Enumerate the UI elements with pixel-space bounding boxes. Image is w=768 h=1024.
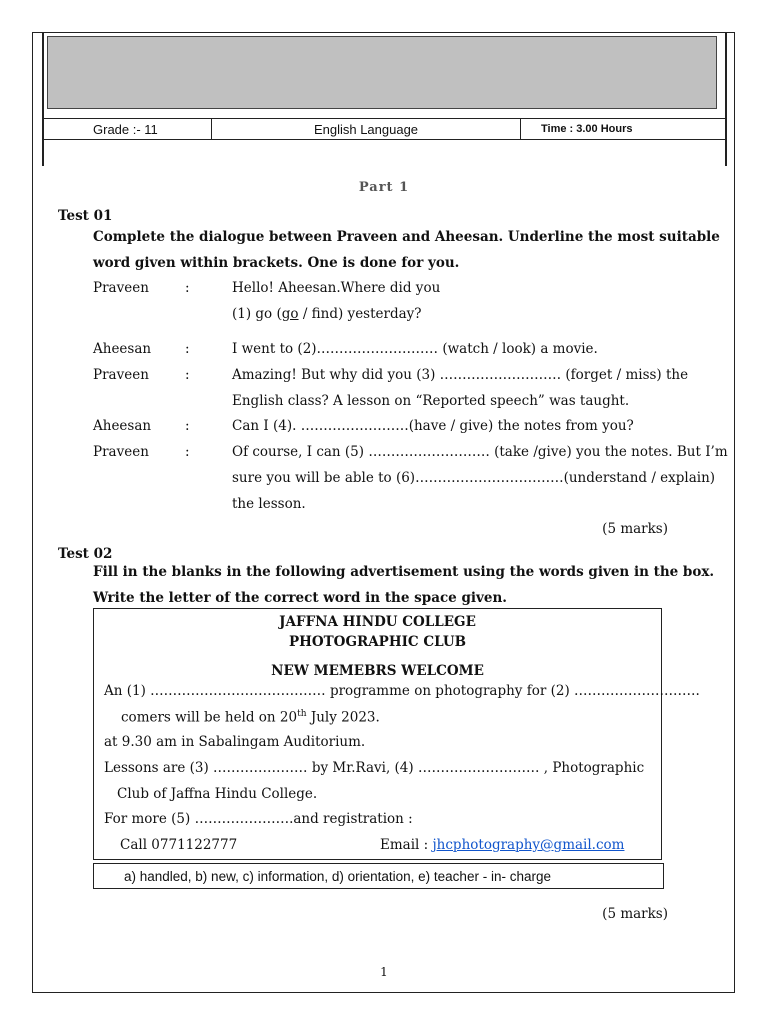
dialogue-line: Can I (4). ……………………(have / give) the notes from you? (232, 418, 634, 434)
dialogue-colon: : (185, 367, 190, 383)
subject-label: English Language (212, 119, 521, 139)
dialogue-colon: : (185, 341, 190, 357)
ad-line (104, 734, 365, 750)
part-title: Part 1 (358, 180, 410, 195)
header-info-row (42, 118, 727, 140)
ad-email-label: Email : (380, 837, 433, 853)
ad-line-text: comers will be held on 20 (121, 709, 298, 726)
ad-line (104, 683, 700, 699)
dialogue-speaker: Praveen (93, 280, 149, 296)
time-label: Time : 3.00 Hours (541, 123, 633, 135)
page-number: 1 (380, 965, 388, 979)
dialogue-line-answer: (1) go (go / find) yesterday? (232, 306, 422, 322)
dialogue-line: I went to (2)……………………… (watch / look) a movie. (232, 341, 598, 357)
ad-title-club: PHOTOGRAPHIC CLUB (288, 634, 467, 650)
ad-line-text: Lessons are (3) ………………… by Mr.Ravi, (4) ……………………… , Photographic (104, 760, 645, 776)
dialogue-line: sure you will be able to (6)……………………………(understand / explain) (232, 470, 716, 486)
dialogue-line: Amazing! But why did you (3) ……………………… (forget / miss) the (232, 367, 689, 383)
ad-line (104, 811, 413, 827)
header-banner (47, 36, 717, 109)
dialogue-line: the lesson. (232, 496, 306, 512)
ad-title-college: JAFFNA HINDU COLLEGE (279, 614, 476, 630)
ad-line: Club of Jaffna Hindu College. (117, 786, 318, 802)
test1-marks: (5 marks) (602, 521, 668, 537)
ad-call: Call 0771122777 (120, 837, 238, 853)
test2-instruction-1: Fill in the blanks in the following advertisement using the words given in the box. (93, 564, 715, 580)
dialogue-line: English class? A lesson on “Reported speech” was taught. (232, 393, 630, 409)
dialogue-speaker: Praveen (93, 444, 149, 460)
dialogue-line: Hello! Aheesan.Where did you (232, 280, 441, 296)
test1-instruction-2: word given within brackets. One is done for you. (93, 255, 460, 271)
ad-line (104, 760, 644, 776)
dialogue-colon: : (185, 280, 190, 296)
ad-title-welcome: NEW MEMEBRS WELCOME (271, 663, 484, 679)
grade-label: Grade :- 11 (43, 119, 212, 139)
dialogue-speaker: Aheesan (93, 418, 152, 434)
email-link[interactable]: jhcphotography@gmail.com (432, 837, 625, 853)
underlined-answer: go (281, 306, 299, 322)
dialogue-line: Of course, I can (5) ……………………… (take /give) you the notes. But I’m (232, 444, 728, 460)
dialogue-colon: : (185, 444, 190, 460)
test2-heading: Test 02 (58, 546, 113, 562)
test2-marks: (5 marks) (602, 906, 668, 922)
dialogue-speaker: Praveen (93, 367, 149, 383)
dialogue-colon: : (185, 418, 190, 434)
ad-email-row (380, 837, 624, 853)
test2-instruction-2: Write the letter of the correct word in the space given. (93, 590, 507, 606)
ad-line-text: at 9.30 am in Sabalingam Auditorium. (104, 734, 366, 750)
dialogue-speaker: Aheesan (93, 341, 152, 357)
ad-line-text: For more (5) ………………….and registration : (104, 811, 413, 827)
ad-line (121, 709, 380, 726)
ad-line-text: July 2023. (306, 709, 380, 726)
ad-line-text: An (1) ………………………………… programme on photography for (2) ………………………. (104, 683, 700, 699)
ad-line-superscript: th (297, 709, 307, 719)
test1-instruction-1: Complete the dialogue between Praveen and Aheesan. Underline the most suitable (93, 229, 720, 245)
test1-heading: Test 01 (58, 208, 113, 224)
word-box: a) handled, b) new, c) information, d) orientation, e) teacher - in- charge (93, 863, 664, 889)
dialogue-line (232, 306, 422, 322)
